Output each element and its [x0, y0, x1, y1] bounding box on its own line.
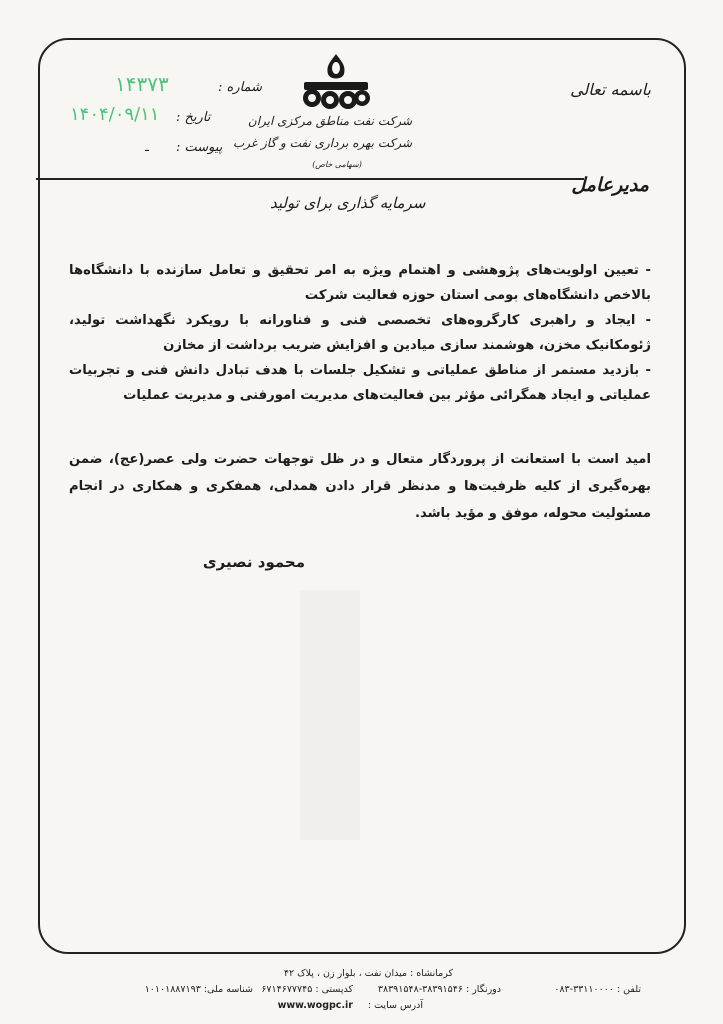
date-label: تاریخ : [176, 110, 211, 125]
faded-watermark [300, 590, 360, 840]
closing-paragraph [69, 446, 651, 527]
attachment-value: ـ [145, 140, 149, 155]
footer-phone: تلفن : ۳۳۱۱۰۰۰۰-۰۸۳ [554, 984, 641, 995]
bullet-list [69, 258, 651, 408]
header-divider-line [36, 178, 584, 184]
company-type: (سهامی خاص) [312, 160, 362, 169]
company-logo-icon [300, 52, 372, 114]
footer-address: کرمانشاه : میدان نفت ، بلوار زن ، پلاک ۴۲ [283, 968, 453, 979]
footer-fax: دورنگار : ۳۸۳۹۱۵۴۶-۳۸۳۹۱۵۴۸ [377, 984, 501, 995]
date-value: ۱۴۰۴/۰۹/۱۱ [70, 104, 160, 125]
company-name-line2: شرکت بهره برداری نفت و گاز غرب [232, 136, 412, 150]
footer-national-id: شناسه ملی: ۱۰۱۰۱۸۸۷۱۹۳ [144, 984, 253, 995]
slogan: سرمایه گذاری برای تولید [270, 194, 426, 212]
number-value: ۱۴۳۷۳ [115, 72, 169, 96]
number-label: شماره : [218, 80, 262, 95]
basmala: باسمه تعالی [570, 80, 651, 99]
footer-website-label: آدرس سایت : [367, 1000, 423, 1011]
recipient-title: مدیرعامل [571, 174, 649, 196]
footer-postal-code: کدپستی : ۶۷۱۴۶۷۷۷۴۵ [261, 984, 353, 995]
bullet-item: - تعیین اولویت‌های پژوهشی و اهتمام ویژه به امر تحقیق و تعامل سازنده با دانشگاه‌ها بالاخص دانشگاه‌های بومی استان حوزه فعالیت شرکت [69, 263, 651, 303]
attachment-label: پیوست : [176, 140, 223, 155]
bullet-item: - بازدید مستمر از مناطق عملیاتی و تشکیل جلسات با هدف تبادل دانش فنی و تجربیات عملیاتی و ایجاد همگرائی مؤثر بین فعالیت‌های مدیریت امورفنی و مدیریت عملیات [69, 363, 651, 403]
closing-text: امید است با استعانت از پروردگار متعال و در ظل توجهات حضرت ولی عصر(عج)، ضمن بهره‌گیری از کلیه ظرفیت‌ها و مدنظر قرار دادن همدلی، همفکری و همکاری در انجام مسئولیت محوله، موفق و مؤید باشد. [69, 452, 651, 521]
bullet-item: - ایجاد و راهبری کارگروه‌های تخصصی فنی و فناورانه با رویکرد نگهداشت تولید، ژئومکانیک مخزن، هوشمند سازی میادین و افزایش ضریب برداشت از مخازن [69, 313, 651, 353]
footer-website-link[interactable]: www.wogpc.ir [277, 1000, 353, 1011]
company-name-line1: شرکت نفت مناطق مرکزی ایران [247, 114, 412, 128]
signer-name: محمود نصیری [202, 553, 305, 571]
